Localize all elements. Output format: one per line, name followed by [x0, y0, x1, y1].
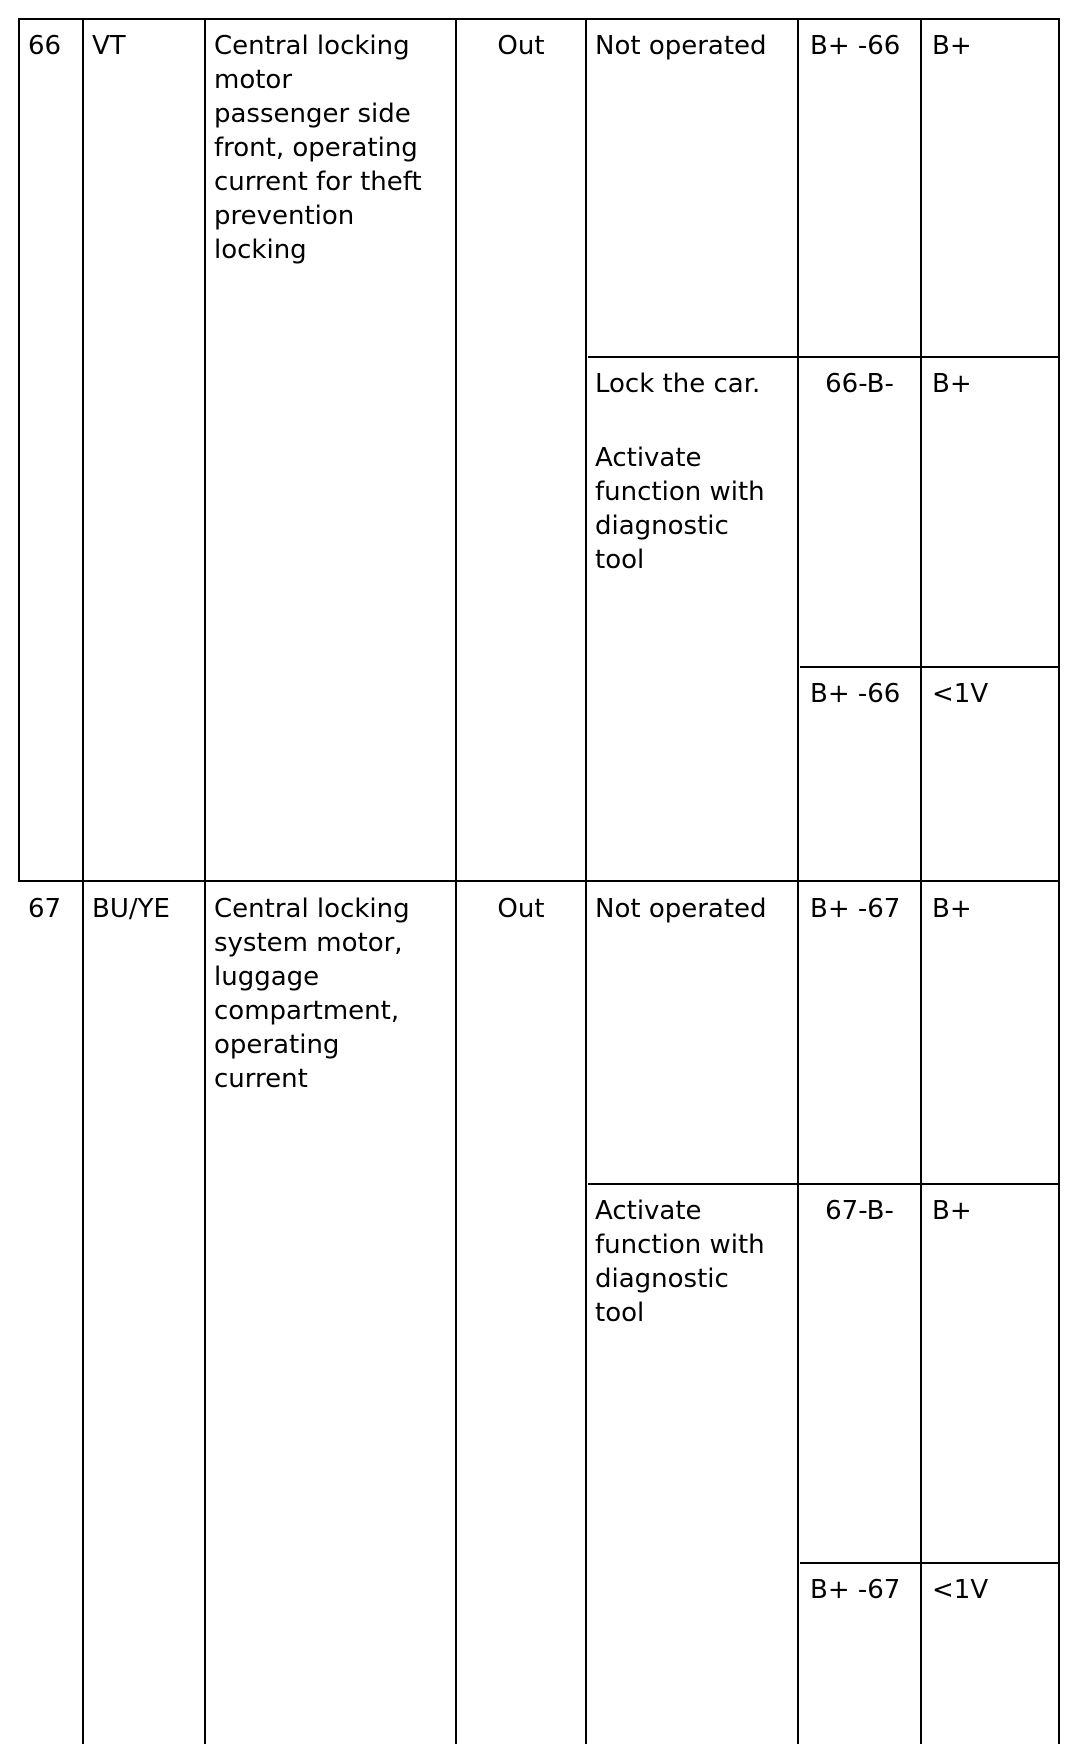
row66-condition-2-line2: Activate function with diagnostic tool: [595, 443, 765, 575]
row66-condition-2-line1: Lock the car.: [595, 369, 761, 399]
column-divider-condition: [797, 18, 799, 1744]
table-top-border: [18, 18, 1060, 20]
table-left-border: [18, 18, 20, 880]
row66-cond1-separator: [588, 356, 1060, 358]
row66-value-3: <1V: [932, 679, 989, 709]
row67-terminals-2: 67-B-: [825, 1196, 894, 1226]
row66-condition-1: Not operated: [595, 31, 767, 61]
row66-meas-separator: [800, 666, 1060, 668]
row66-terminals-1: B+ -66: [810, 31, 901, 61]
row66-value-1: B+: [932, 31, 972, 61]
row66-terminals-3: B+ -66: [810, 679, 901, 709]
row67-meas-separator: [800, 1562, 1060, 1564]
row67-cond1-separator: [588, 1183, 1060, 1185]
row67-wire-color: BU/YE: [92, 894, 170, 924]
row66-pin: 66: [28, 31, 62, 61]
row67-value-3: <1V: [932, 1575, 989, 1605]
column-divider-description: [455, 18, 457, 1744]
column-divider-color: [204, 18, 206, 1744]
row66-description: Central locking motor passenger side front, operating current for theft prevention locking: [214, 31, 422, 265]
column-divider-terminals: [920, 18, 922, 1744]
table-right-border: [1058, 18, 1060, 1744]
column-divider-pin: [82, 18, 84, 1744]
row66-terminals-2: 66-B-: [825, 369, 894, 399]
row66-value-2: B+: [932, 369, 972, 399]
row66-wire-color: VT: [92, 31, 126, 61]
row67-terminals-1: B+ -67: [810, 894, 901, 924]
row67-direction: Out: [497, 894, 545, 924]
row67-condition-1: Not operated: [595, 894, 767, 924]
row67-terminals-3: B+ -67: [810, 1575, 901, 1605]
row-separator: [18, 880, 1060, 882]
row66-direction: Out: [497, 31, 545, 61]
row67-pin: 67: [28, 894, 62, 924]
column-divider-direction: [585, 18, 587, 1744]
row67-description: Central locking system motor, luggage compartment, operating current: [214, 894, 410, 1094]
row67-value-1: B+: [932, 894, 972, 924]
row67-value-2: B+: [932, 1196, 972, 1226]
row67-condition-2: Activate function with diagnostic tool: [595, 1196, 765, 1328]
